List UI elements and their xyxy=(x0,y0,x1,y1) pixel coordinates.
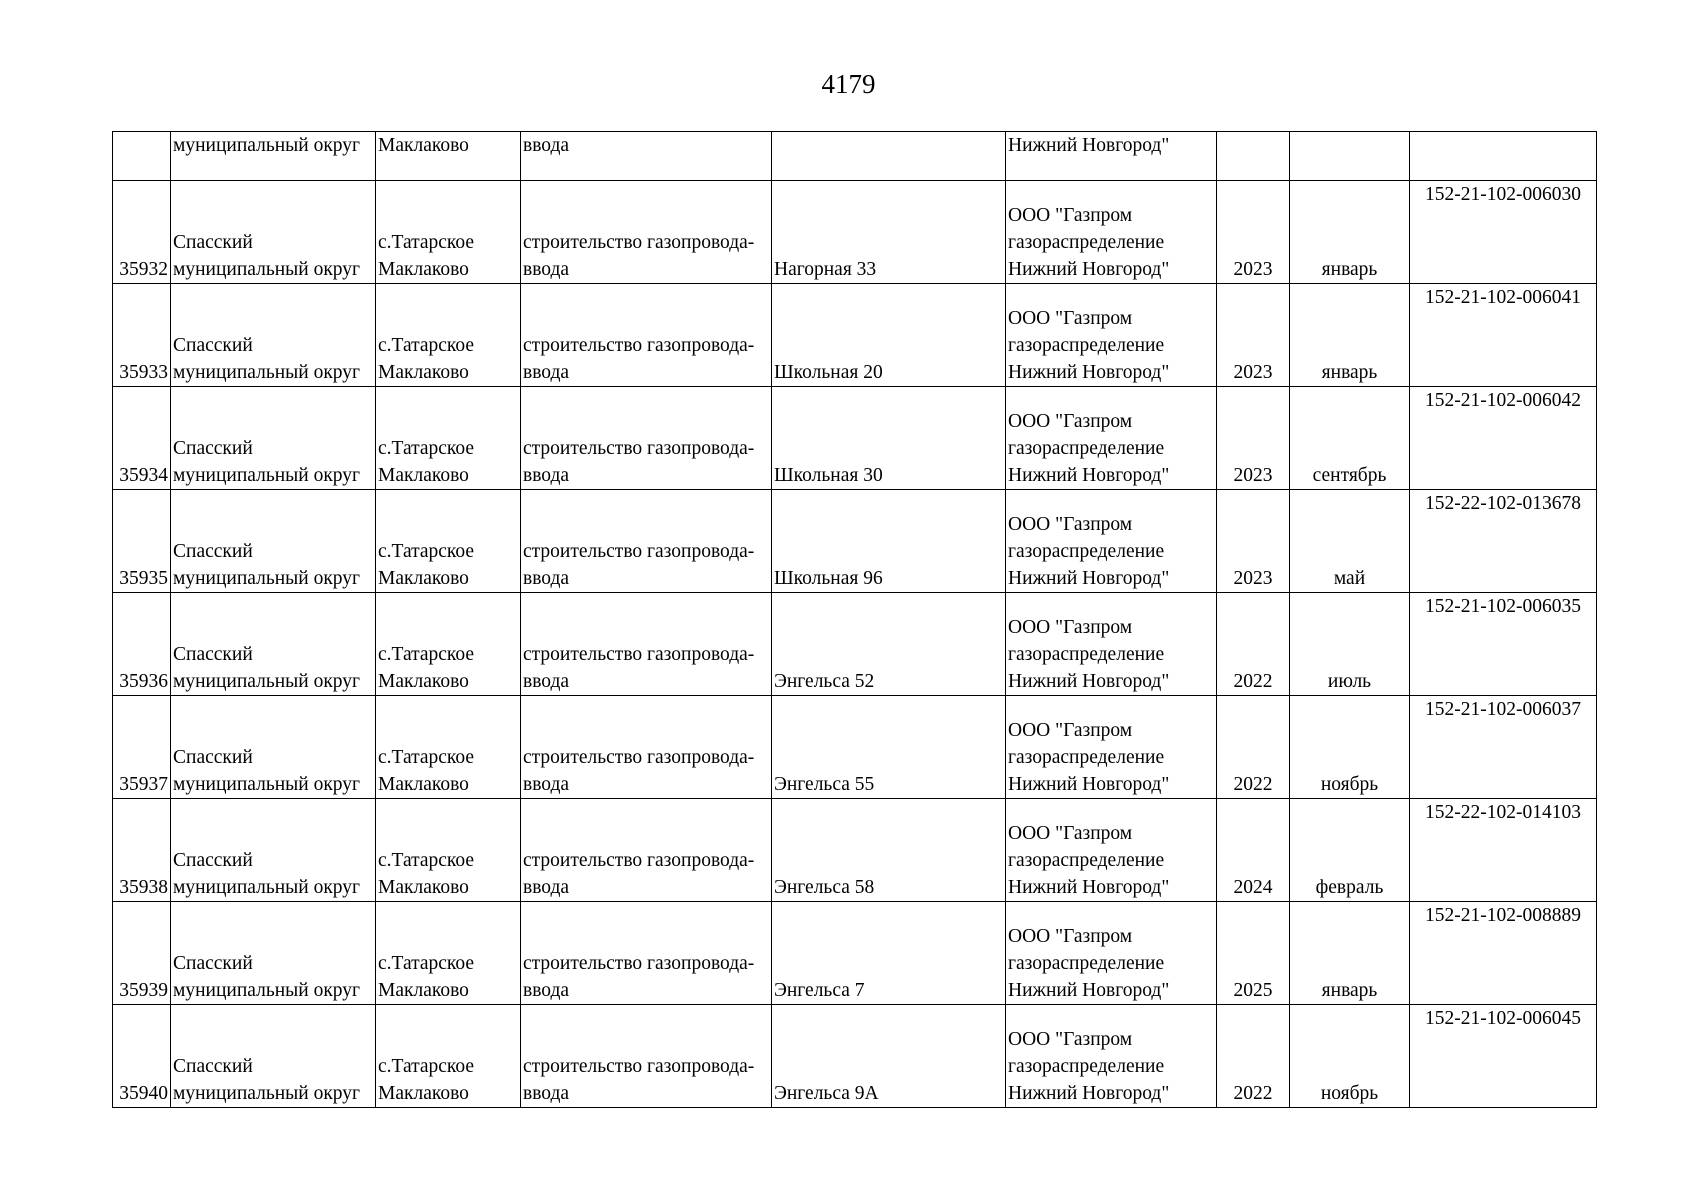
organization-line-2: газораспределение xyxy=(1008,850,1165,871)
cell-year: 2023 xyxy=(1217,284,1290,387)
district-type: муниципальный округ xyxy=(173,1083,361,1104)
cell-district xyxy=(171,696,376,799)
village-name-line-1: с.Татарское xyxy=(378,1056,475,1077)
organization-line-3: Нижний Новгород" xyxy=(1008,362,1170,383)
district-type: муниципальный округ xyxy=(173,671,361,692)
village-name-line-2: Маклаково xyxy=(378,1083,469,1104)
cell-month: июль xyxy=(1290,593,1410,696)
cell-month xyxy=(1290,132,1410,181)
district-name: Спасский xyxy=(173,747,253,768)
district-type: муниципальный округ xyxy=(173,465,361,486)
village-name-line-1: с.Татарское xyxy=(378,953,475,974)
cell-number: 35932 xyxy=(113,181,171,284)
village-name-line-2: Маклаково xyxy=(378,465,469,486)
cell-year: 2022 xyxy=(1217,1005,1290,1108)
cell-year: 2023 xyxy=(1217,387,1290,490)
organization-line-3: Нижний Новгород" xyxy=(1008,980,1170,1001)
cell-work-type xyxy=(521,387,772,490)
village-name-line-1: с.Татарское xyxy=(378,541,475,562)
cell-district xyxy=(171,387,376,490)
cell-year: 2023 xyxy=(1217,181,1290,284)
work-type-line-2: ввода xyxy=(523,774,570,795)
cell-work-type xyxy=(521,1005,772,1108)
village-name-line-1: с.Татарское xyxy=(378,232,475,253)
cell-organization xyxy=(1006,593,1217,696)
cell-address: Школьная 20 xyxy=(772,284,1006,387)
district-name: Спасский xyxy=(173,850,253,871)
table-row xyxy=(113,490,1597,593)
cell-year: 2025 xyxy=(1217,902,1290,1005)
organization-line-3: Нижний Новгород" xyxy=(1008,465,1170,486)
cell-village xyxy=(376,902,521,1005)
cell-village xyxy=(376,799,521,902)
work-type-line-1: строительство газопровода- xyxy=(523,953,755,974)
village-name-line-1: с.Татарское xyxy=(378,747,475,768)
organization-line-1: ООО "Газпром xyxy=(1008,308,1133,329)
organization-line-1: ООО "Газпром xyxy=(1008,514,1133,535)
village-name-line-1: с.Татарское xyxy=(378,335,475,356)
organization-line-2: газораспределение xyxy=(1008,1056,1165,1077)
district-type: муниципальный округ xyxy=(173,980,361,1001)
organization-line-2: газораспределение xyxy=(1008,747,1165,768)
work-type-line-2: ввода xyxy=(523,259,570,280)
work-type-line-2: ввода xyxy=(523,671,570,692)
cell-month: январь xyxy=(1290,181,1410,284)
cell-address: Энгельса 7 xyxy=(772,902,1006,1005)
cell-month: ноябрь xyxy=(1290,696,1410,799)
village-name-line-1: с.Татарское xyxy=(378,850,475,871)
organization-line-3: Нижний Новгород" xyxy=(1008,877,1170,898)
cell-number: 35938 xyxy=(113,799,171,902)
cell-address xyxy=(772,132,1006,181)
cell-work-type xyxy=(521,284,772,387)
cell-year: 2022 xyxy=(1217,696,1290,799)
village-name-line-1: с.Татарское xyxy=(378,438,475,459)
cell-village xyxy=(376,696,521,799)
village-name-line-2: Маклаково xyxy=(378,671,469,692)
table-row xyxy=(113,593,1597,696)
cell-month: январь xyxy=(1290,284,1410,387)
cell-work-type xyxy=(521,181,772,284)
cell-year: 2022 xyxy=(1217,593,1290,696)
cell-work-type xyxy=(521,593,772,696)
work-type-line-2: ввода xyxy=(523,465,570,486)
cell-organization xyxy=(1006,181,1217,284)
cell-organization xyxy=(1006,1005,1217,1108)
cell-address: Энгельса 9А xyxy=(772,1005,1006,1108)
organization-line-3: Нижний Новгород" xyxy=(1008,568,1170,589)
work-type-line-2: ввода xyxy=(523,362,570,383)
cell-address: Энгельса 52 xyxy=(772,593,1006,696)
work-type-line-1: строительство газопровода- xyxy=(523,850,755,871)
organization-line-1: ООО "Газпром xyxy=(1008,720,1133,741)
cell-work-type xyxy=(521,696,772,799)
cell-organization xyxy=(1006,799,1217,902)
organization-line-2: газораспределение xyxy=(1008,232,1165,253)
table-row xyxy=(113,1005,1597,1108)
cell-year: 2023 xyxy=(1217,490,1290,593)
cell-work-type: ввода xyxy=(521,132,772,181)
organization-line-3: Нижний Новгород" xyxy=(1008,259,1170,280)
district-type: муниципальный округ xyxy=(173,568,361,589)
cell-address: Школьная 30 xyxy=(772,387,1006,490)
organization-line-3: Нижний Новгород" xyxy=(1008,671,1170,692)
table-row xyxy=(113,696,1597,799)
organization-line-2: газораспределение xyxy=(1008,438,1165,459)
cell-village xyxy=(376,490,521,593)
work-type-line-2: ввода xyxy=(523,568,570,589)
village-name-line-2: Маклаково xyxy=(378,877,469,898)
district-type: муниципальный округ xyxy=(173,259,361,280)
cell-organization xyxy=(1006,696,1217,799)
cell-number: 35937 xyxy=(113,696,171,799)
organization-line-2: газораспределение xyxy=(1008,953,1165,974)
cell-year: 2024 xyxy=(1217,799,1290,902)
cell-work-type xyxy=(521,490,772,593)
cell-work-type xyxy=(521,902,772,1005)
cell-village xyxy=(376,593,521,696)
village-name-line-2: Маклаково xyxy=(378,980,469,1001)
cell-village: Маклаково xyxy=(376,132,521,181)
organization-line-2: газораспределение xyxy=(1008,335,1165,356)
cell-district xyxy=(171,490,376,593)
cell-village xyxy=(376,1005,521,1108)
district-type: муниципальный округ xyxy=(173,362,361,383)
work-type-line-1: строительство газопровода- xyxy=(523,438,755,459)
cell-year xyxy=(1217,132,1290,181)
cell-number: 35936 xyxy=(113,593,171,696)
district-name: Спасский xyxy=(173,1056,253,1077)
cell-organization xyxy=(1006,490,1217,593)
cell-village xyxy=(376,387,521,490)
cell-district: муниципальный округ xyxy=(171,132,376,181)
cell-code: 152-21-102-006037 xyxy=(1410,696,1597,799)
organization-line-2: газораспределение xyxy=(1008,541,1165,562)
cell-address: Нагорная 33 xyxy=(772,181,1006,284)
village-name-line-2: Маклаково xyxy=(378,774,469,795)
cell-village xyxy=(376,284,521,387)
work-type-line-1: строительство газопровода- xyxy=(523,541,755,562)
cell-month: сентябрь xyxy=(1290,387,1410,490)
table-row xyxy=(113,284,1597,387)
cell-code: 152-21-102-006042 xyxy=(1410,387,1597,490)
cell-code: 152-22-102-014103 xyxy=(1410,799,1597,902)
cell-organization: Нижний Новгород" xyxy=(1006,132,1217,181)
work-type-line-2: ввода xyxy=(523,877,570,898)
organization-line-1: ООО "Газпром xyxy=(1008,1029,1133,1050)
organization-line-3: Нижний Новгород" xyxy=(1008,1083,1170,1104)
work-type-line-1: строительство газопровода- xyxy=(523,644,755,665)
table-row xyxy=(113,181,1597,284)
village-name-line-2: Маклаково xyxy=(378,259,469,280)
organization-line-1: ООО "Газпром xyxy=(1008,617,1133,638)
village-name-line-1: с.Татарское xyxy=(378,644,475,665)
table-row xyxy=(113,387,1597,490)
cell-code: 152-21-102-006035 xyxy=(1410,593,1597,696)
district-name: Спасский xyxy=(173,232,253,253)
cell-number: 35934 xyxy=(113,387,171,490)
cell-organization xyxy=(1006,387,1217,490)
cell-code: 152-21-102-006045 xyxy=(1410,1005,1597,1108)
cell-address: Энгельса 55 xyxy=(772,696,1006,799)
cell-district xyxy=(171,902,376,1005)
work-type-line-1: строительство газопровода- xyxy=(523,1056,755,1077)
cell-district xyxy=(171,1005,376,1108)
village-name-line-2: Маклаково xyxy=(378,568,469,589)
gas-pipeline-registry-table xyxy=(112,131,1597,1108)
organization-line-2: газораспределение xyxy=(1008,644,1165,665)
organization-line-1: ООО "Газпром xyxy=(1008,205,1133,226)
cell-district xyxy=(171,284,376,387)
cell-code: 152-21-102-006041 xyxy=(1410,284,1597,387)
cell-number: 35935 xyxy=(113,490,171,593)
cell-month: ноябрь xyxy=(1290,1005,1410,1108)
district-name: Спасский xyxy=(173,541,253,562)
organization-line-1: ООО "Газпром xyxy=(1008,823,1133,844)
village-name-line-2: Маклаково xyxy=(378,362,469,383)
work-type-line-1: строительство газопровода- xyxy=(523,747,755,768)
cell-number: 35940 xyxy=(113,1005,171,1108)
cell-village xyxy=(376,181,521,284)
table-row-continuation xyxy=(113,132,1597,181)
cell-number xyxy=(113,132,171,181)
work-type-line-1: строительство газопровода- xyxy=(523,232,755,253)
district-name: Спасский xyxy=(173,438,253,459)
table-row xyxy=(113,902,1597,1005)
work-type-line-2: ввода xyxy=(523,1083,570,1104)
district-type: муниципальный округ xyxy=(173,877,361,898)
cell-month: май xyxy=(1290,490,1410,593)
cell-code xyxy=(1410,132,1597,181)
cell-month: февраль xyxy=(1290,799,1410,902)
district-name: Спасский xyxy=(173,644,253,665)
work-type-line-2: ввода xyxy=(523,980,570,1001)
district-name: Спасский xyxy=(173,953,253,974)
organization-line-1: ООО "Газпром xyxy=(1008,411,1133,432)
cell-organization xyxy=(1006,902,1217,1005)
cell-code: 152-21-102-008889 xyxy=(1410,902,1597,1005)
district-name: Спасский xyxy=(173,335,253,356)
organization-line-3: Нижний Новгород" xyxy=(1008,774,1170,795)
cell-code: 152-21-102-006030 xyxy=(1410,181,1597,284)
cell-address: Школьная 96 xyxy=(772,490,1006,593)
district-type: муниципальный округ xyxy=(173,774,361,795)
cell-number: 35933 xyxy=(113,284,171,387)
cell-district xyxy=(171,799,376,902)
cell-address: Энгельса 58 xyxy=(772,799,1006,902)
cell-district xyxy=(171,181,376,284)
table-body xyxy=(113,132,1597,1108)
cell-work-type xyxy=(521,799,772,902)
table-row xyxy=(113,799,1597,902)
cell-code: 152-22-102-013678 xyxy=(1410,490,1597,593)
page-number: 4179 xyxy=(821,69,876,99)
cell-number: 35939 xyxy=(113,902,171,1005)
work-type-line-1: строительство газопровода- xyxy=(523,335,755,356)
cell-month: январь xyxy=(1290,902,1410,1005)
cell-organization xyxy=(1006,284,1217,387)
cell-district xyxy=(171,593,376,696)
organization-line-1: ООО "Газпром xyxy=(1008,926,1133,947)
